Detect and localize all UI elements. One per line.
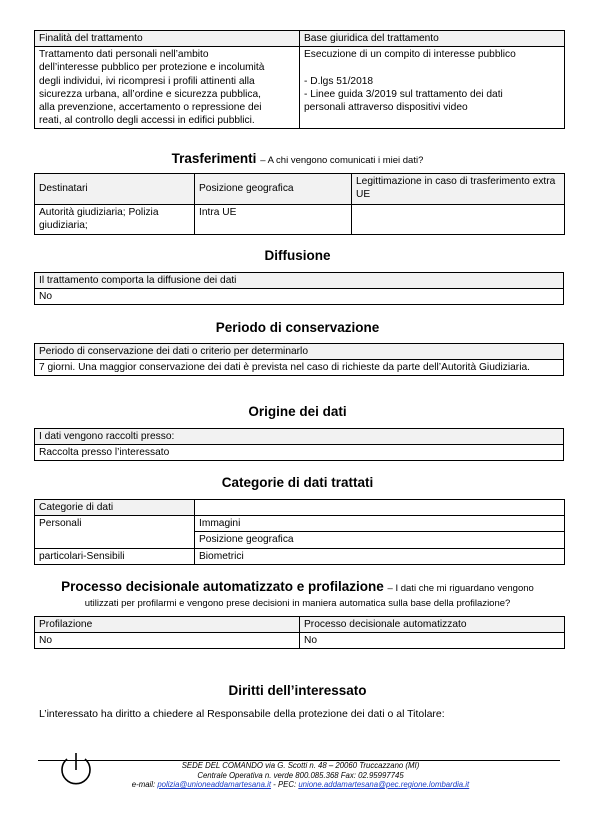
recipient-cell: Autorità giudiziaria; Polizia giudiziaria; bbox=[35, 205, 195, 235]
profiling-table bbox=[34, 616, 565, 649]
retention-header: Periodo di conservazione dei dati o criterio per determinarlo bbox=[35, 344, 564, 360]
rights-title: Diritti dell’interessato bbox=[228, 683, 367, 698]
retention-table bbox=[34, 343, 564, 376]
purpose-cell bbox=[35, 47, 300, 129]
diffusion-table bbox=[34, 272, 564, 305]
profiling-header: Profilazione bbox=[35, 617, 300, 633]
profiling-value: No bbox=[35, 633, 300, 649]
origin-value: Raccolta presso l’interessato bbox=[35, 445, 564, 461]
email-link[interactable]: polizia@unioneaddamartesana.it bbox=[157, 780, 272, 789]
basis-line bbox=[304, 61, 560, 74]
location-cell: Intra UE bbox=[195, 205, 352, 235]
purpose-line: degli individui, ivi ricompresi i profili attinenti alla bbox=[39, 75, 255, 87]
purpose-line: Trattamento dati personali nell’ambito bbox=[39, 49, 209, 61]
recipients-header: Destinatari bbox=[35, 174, 195, 205]
footer-phone: Centrale Operativa n. verde 800.085.368 Fax: 02.95997745 bbox=[197, 770, 404, 780]
categories-title: Categorie di dati trattati bbox=[221, 475, 374, 490]
basis-line: - D.lgs 51/2018 bbox=[304, 75, 374, 87]
purpose-line: sicurezza urbana, all’ordine e sicurezza pubblica, bbox=[39, 88, 261, 100]
category-item: Posizione geografica bbox=[195, 532, 565, 548]
profiling-title bbox=[0, 579, 595, 594]
diffusion-value: No bbox=[35, 289, 564, 305]
basis-line: Esecuzione di un compito di interesse pubblico bbox=[304, 49, 516, 61]
category-personal: Personali bbox=[35, 516, 195, 548]
basis-line: personali attraverso dispositivi video bbox=[304, 102, 468, 114]
location-header: Posizione geografica bbox=[195, 174, 352, 205]
category-item: Immagini bbox=[195, 516, 565, 532]
footer-address: SEDE DEL COMANDO via G. Scotti n. 48 – 20060 Truccazzano (MI) bbox=[181, 761, 420, 770]
legal-basis-header: Base giuridica del trattamento bbox=[300, 31, 565, 47]
diffusion-header: Il trattamento comporta la diffusione dei dati bbox=[35, 273, 564, 289]
diffusion-title: Diffusione bbox=[264, 248, 331, 263]
transfers-title bbox=[0, 151, 595, 166]
footer-contacts bbox=[0, 780, 595, 790]
categories-header-empty bbox=[195, 500, 565, 516]
transfers-table bbox=[34, 173, 565, 235]
legitimation-header: Legittimazione in caso di trasferimento extra UE bbox=[352, 174, 565, 205]
rights-text: L’interessato ha diritto a chiedere al Responsabile della protezione dei dati o al Titolare: bbox=[39, 708, 445, 720]
profiling-description: utilizzati per profilarmi e vengono prese decisioni in maniera automatica sulla base della profilazione? bbox=[84, 598, 511, 609]
transfers-subtitle: – A chi vengono comunicati i miei dati? bbox=[260, 155, 424, 166]
legal-basis-table bbox=[34, 30, 565, 129]
legitimation-cell bbox=[352, 205, 565, 235]
origin-title: Origine dei dati bbox=[248, 404, 347, 419]
transfers-title-text: Trasferimenti bbox=[171, 151, 257, 166]
pec-link[interactable]: unione.addamartesana@pec.regione.lombardia.it bbox=[298, 780, 470, 789]
retention-value: 7 giorni. Una maggior conservazione dei dati è prevista nel caso di richieste da parte dell’Autorità Giudiziaria. bbox=[35, 360, 564, 376]
purpose-line: dell’interesse pubblico per protezione e incolumità bbox=[39, 62, 265, 74]
category-special: particolari-Sensibili bbox=[35, 548, 195, 564]
pec-label: - PEC: bbox=[271, 780, 299, 789]
purpose-header: Finalità del trattamento bbox=[35, 31, 300, 47]
retention-title: Periodo di conservazione bbox=[215, 320, 380, 335]
categories-table bbox=[34, 499, 565, 565]
legal-basis-cell bbox=[300, 47, 565, 129]
origin-table bbox=[34, 428, 564, 461]
automated-decision-header: Processo decisionale automatizzato bbox=[300, 617, 565, 633]
basis-line: - Linee guida 3/2019 sul trattamento dei dati bbox=[304, 88, 503, 100]
purpose-line: alla prevenzione, accertamento o repressione dei bbox=[39, 102, 262, 114]
profiling-subtitle: – I dati che mi riguardano vengono bbox=[387, 583, 534, 594]
purpose-line: reati, al controllo degli accessi in edifici pubblici. bbox=[39, 115, 255, 127]
categories-header: Categorie di dati bbox=[35, 500, 195, 516]
automated-decision-value: No bbox=[300, 633, 565, 649]
origin-header: I dati vengono raccolti presso: bbox=[35, 429, 564, 445]
profiling-title-text: Processo decisionale automatizzato e profilazione bbox=[61, 579, 384, 594]
email-label: e-mail: bbox=[131, 780, 158, 789]
category-item: Biometrici bbox=[195, 548, 565, 564]
